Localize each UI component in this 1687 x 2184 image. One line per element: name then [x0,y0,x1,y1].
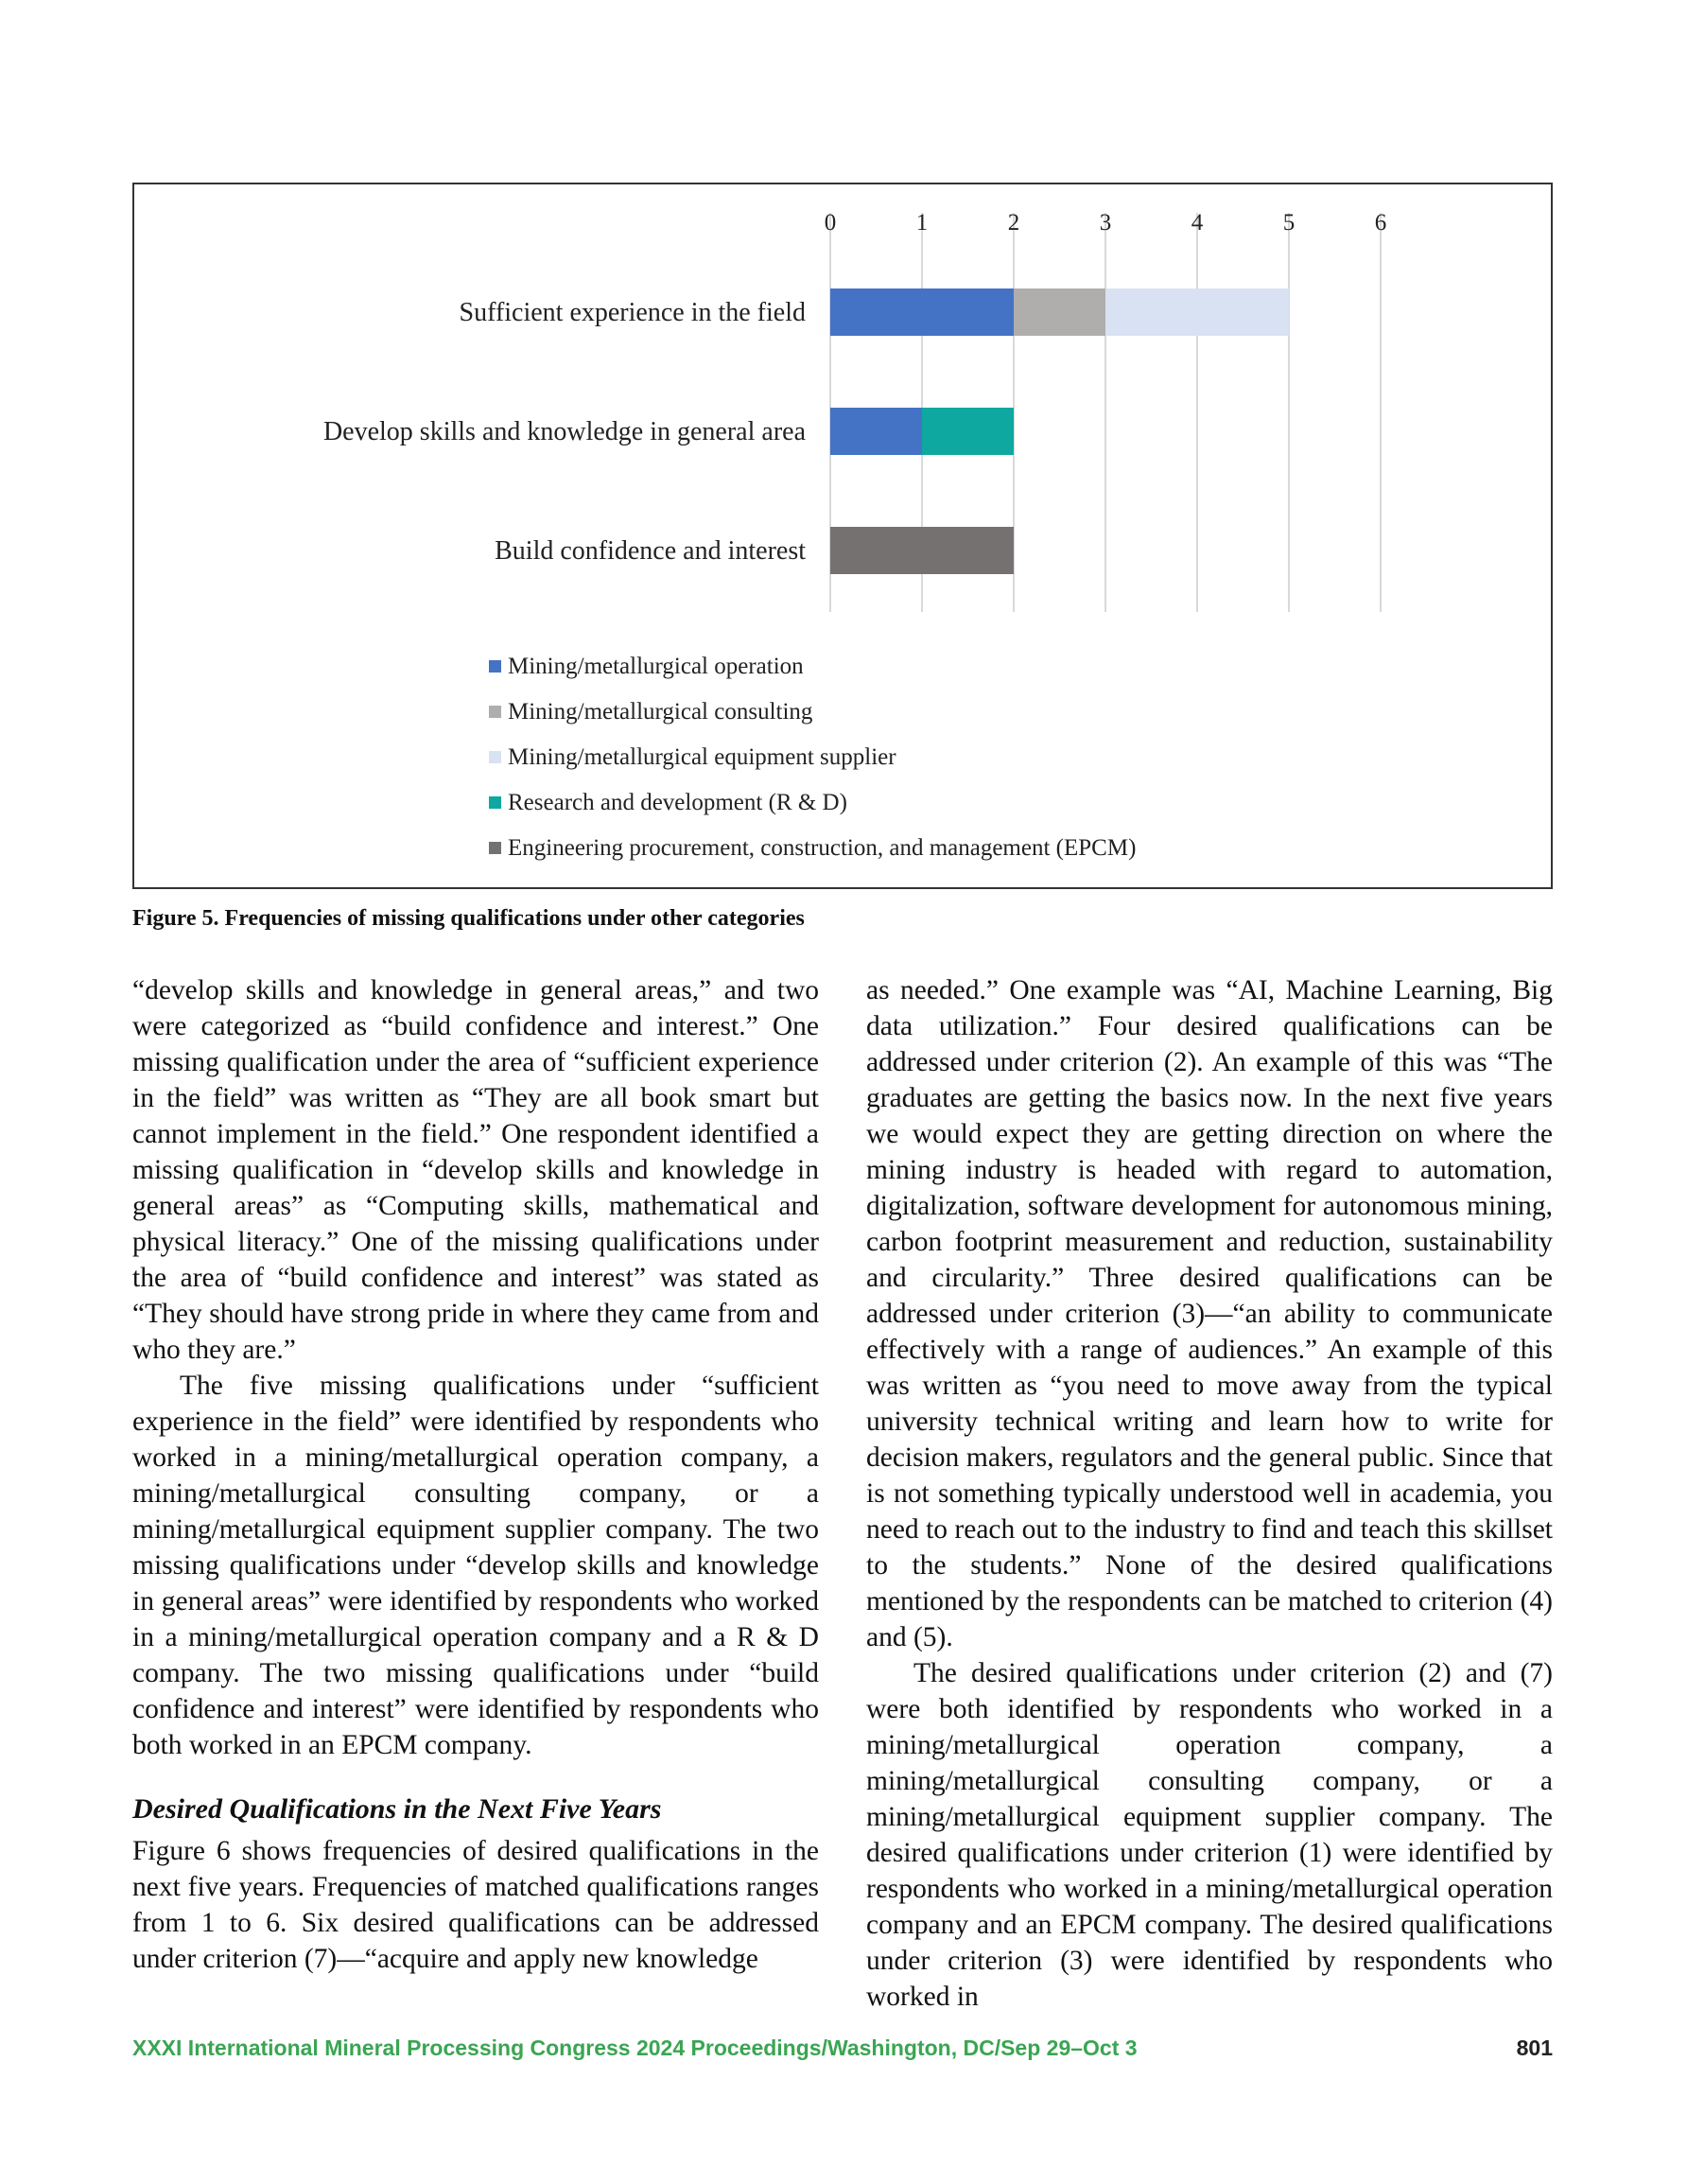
x-tick-label: 0 [824,210,837,236]
x-tick-label: 5 [1282,210,1296,236]
category-label: Sufficient experience in the field [459,298,806,327]
page-number: 801 [1516,2035,1553,2060]
figure-caption: Figure 5. Frequencies of missing qualifications under other categories [132,906,805,931]
category-label: Develop skills and knowledge in general area [322,417,806,446]
figure-5 [132,183,1553,889]
legend-label: Research and development (R & D) [508,790,847,815]
x-tick-label: 2 [1007,210,1020,236]
bar-segment [1105,288,1289,336]
legend-label: Mining/metallurgical consulting [508,699,813,725]
legend-swatch [489,660,501,673]
paragraph: Figure 6 shows frequencies of desired qualifications in the next five years. Frequencies of matched qualifications ranges from 1 to 6. Six desired qualifications can be addressed under criterion (7)—“acquire and apply new knowledge [132,1836,819,1974]
legend-swatch [489,796,501,809]
bar-segment [830,408,922,455]
x-tick-label: 3 [1099,210,1112,236]
left-column [132,972,819,1977]
x-tick-label: 6 [1374,210,1387,236]
bar-segment [922,408,1014,455]
x-tick-label: 1 [915,210,929,236]
legend-label: Mining/metallurgical equipment supplier [508,744,896,770]
legend-swatch [489,842,501,854]
conference-name: XXXI International Mineral Processing Congress 2024 Proceedings/Washington, DC/Sep 29–Oct 3 [132,2035,1138,2060]
paragraph: The five missing qualifications under “sufficient experience in the field” were identified by respondents who worked in a mining/metallurgical operation company, a mining/metallurgical consulting company, or a mining/metallurgical equipment supplier company. The two missing qualifications under “develop skills and knowledge in general areas” were identified by respondents who worked in a mining/metallurgical operation company and a R & D company. The two missing qualifications under “build confidence and interest” were identified by respondents who both worked in an EPCM company. [132,1371,819,1760]
bar-segment [1014,288,1105,336]
legend-swatch [489,706,501,718]
legend-label: Mining/metallurgical operation [508,654,804,679]
x-tick-label: 4 [1191,210,1204,236]
paragraph: “develop skills and knowledge in general areas,” and two were categorized as “build confidence and interest.” One missing qualification under the area of “sufficient experience in the field” was written as “They are all book smart but cannot implement in the field.” One respondent identified a missing qualification in “develop skills and knowledge in general areas” as “Computing skills, mathematical and physical literacy.” One of the missing qualifications under the area of “build confidence and interest” was stated as “They should have strong pride in where they came from and who they are.” [132,975,819,1365]
paragraph: The desired qualifications under criterion (2) and (7) were both identified by respondents who worked in a mining/metallurgical operation company, a mining/metallurgical consulting company, or a mining/metallurgical equipment supplier company. The desired qualifications under criterion (1) were identified by respondents who worked in a mining/metallurgical operation company and an EPCM company. The desired qualifications under criterion (3) were identified by respondents who worked in [866,1658,1553,2012]
bar-segment [830,527,1014,574]
legend-swatch [489,751,501,763]
legend-label: Engineering procurement, construction, and management (EPCM) [508,835,1137,861]
paragraph: as needed.” One example was “AI, Machine Learning, Big data utilization.” Four desired qualifications can be addressed under criterion (2). An example of this was “The graduates are getting the basics now. In the next five years we would expect they are getting direction on where the mining industry is headed with regard to automation, digitalization, software development for autonomous mining, carbon footprint measurement and reduction, sustainability and circularity.” Three desired qualifications can be addressed under criterion (3)—“an ability to communicate effectively with a range of audiences.” An example of this was written as “you need to move away from the typical university technical writing and learn how to write for decision makers, regulators and the general public. Since that is not something typically understood well in academia, you need to reach out to the industry to find and teach this skillset to the students.” None of the desired qualifications mentioned by the respondents can be matched to criterion (4) and (5). [866,975,1553,1652]
bar-segment [830,288,1014,336]
category-label: Build confidence and interest [495,536,806,566]
stacked-bar-chart [134,184,1551,887]
section-heading: Desired Qualifications in the Next Five Years [132,1793,662,1825]
right-column [866,972,1553,2015]
